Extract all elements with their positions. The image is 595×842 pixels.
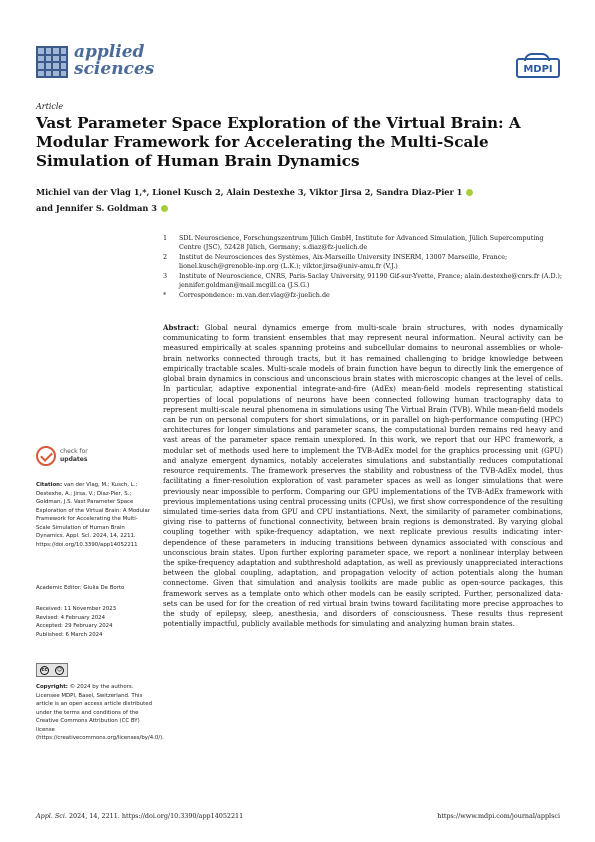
revised-date: Revised: 4 February 2024 xyxy=(36,614,106,621)
journal-name xyxy=(74,44,154,78)
by-icon: ☺ xyxy=(56,666,63,673)
authors-line-2 xyxy=(36,200,556,216)
affiliation-number: 2 xyxy=(163,253,168,261)
abstract xyxy=(163,323,563,630)
affiliation-item xyxy=(163,291,563,300)
check-line-2: updates xyxy=(60,456,88,463)
affiliation-number: * xyxy=(163,291,167,299)
affiliation-item xyxy=(163,253,563,271)
orcid-icon[interactable] xyxy=(161,205,168,212)
copyright-label: Copyright: xyxy=(36,684,68,690)
authors-text-2: and Jennifer S. Goldman 3 xyxy=(36,203,157,213)
accepted-date: Accepted: 29 February 2024 xyxy=(36,623,113,629)
journal-name-line2: sciences xyxy=(74,59,155,79)
published-date: Published: 6 March 2024 xyxy=(36,631,103,638)
mdpi-logo[interactable]: MDPI xyxy=(516,58,560,78)
journal-logo-icon xyxy=(36,46,68,78)
check-for-updates-label[interactable] xyxy=(60,448,110,464)
footer-journal-abbr: Appl. Sci. xyxy=(36,812,67,820)
author-list xyxy=(36,184,556,216)
cc-license-badge[interactable] xyxy=(36,663,68,677)
citation-block xyxy=(36,481,152,549)
citation-text: van der Vlag, M.; Kusch, L.; Destexhe, A.; Jirsa, V.; Diaz-Pier, S.; Goldman, J.S. Vast Parameter Space Exploration of the Virtual Brain: A Modular Framework for Accelerating the Multi-Scale Simulation of Human Brain Dynamics. Appl. Sci. 2024, 14, 2211. https://doi.org/10.3390/app14052211 xyxy=(36,482,151,548)
article-type-label: Article xyxy=(36,102,64,111)
authors-text-1: Michiel van der Vlag 1,*, Lionel Kusch 2, Alain Destexhe 3, Viktor Jirsa 2, Sandra Diaz-Pier 1 xyxy=(36,187,463,197)
cc-icon: cc xyxy=(41,666,48,673)
affiliation-text: Institute of Neuroscience, CNRS, Paris-Saclay University, 91190 Gif-sur-Yvette, France; alain.destexhe@cnrs.fr (A.D.); jennifer.goldman@mail.mcgill.ca (J.S.G.) xyxy=(179,272,563,289)
received-date: Received: 11 November 2023 xyxy=(36,606,117,612)
affiliation-item xyxy=(163,234,563,252)
affiliations xyxy=(163,234,563,301)
abstract-label: Abstract: xyxy=(163,323,200,332)
affiliation-text: SDL Neuroscience, Forschungszentrum Jülich GmbH, Institute for Advanced Simulation, Jülich Supercomputing Centre (JSC), 52428 Jülich, Germany; s.diaz@fz-juelich.de xyxy=(179,234,544,251)
footer-citation xyxy=(36,812,243,820)
affiliation-number: 1 xyxy=(163,234,168,242)
copyright-block xyxy=(36,683,164,743)
check-line-1: check for xyxy=(60,448,88,455)
journal-name-line1: applied xyxy=(74,42,145,62)
footer-journal-url[interactable]: https://www.mdpi.com/journal/applsci xyxy=(437,812,560,820)
affiliation-text: Institut de Neurosciences des Systèmes, Aix-Marseille University INSERM, 13007 Marseille, France; lionel.kusch@grenoble-inp.org (L.K.); viktor.jirsa@univ-amu.fr (V.J.) xyxy=(179,253,508,270)
article-title: Vast Parameter Space Exploration of the Virtual Brain: A Modular Framework for Accelerating the Multi-Scale Simulation of Human Brain Dynamics xyxy=(36,114,521,170)
citation-label: Citation: xyxy=(36,482,63,488)
correspondence-text: Correspondence: m.van.der.vlag@fz-juelich.de xyxy=(179,291,330,299)
affiliation-item xyxy=(163,272,563,290)
authors-line-1 xyxy=(36,184,556,200)
copyright-text: © 2024 by the authors. Licensee MDPI, Basel, Switzerland. This article is an open access article distributed under the terms and conditions of the Creative Commons Attribution (CC BY) license (https://creativecommons.org/licenses/by/4.0/). xyxy=(36,684,164,741)
publication-dates xyxy=(36,605,152,639)
footer-citation-text[interactable]: 2024, 14, 2211. https://doi.org/10.3390/app14052211 xyxy=(68,812,244,820)
check-for-updates-icon[interactable] xyxy=(36,446,56,466)
abstract-text: Global neural dynamics emerge from multi-scale brain structures, with nodes dynamically communicating to form transient ensembles that may represent neural information. Neural activity can be measured empirically at scales spanning proteins and subcellular domains to neuronal assemblies or whole-brain networks connected through tracts, but it has remained challenging to bridge knowledge between empirically tractable scales. Multi-scale models of brain function have begun to directly link the emergence of global brain dynamics in conscious and unconscious brain states with microscopic changes at the level of cells. In particular, adaptive exponential integrate-and-fire (AdEx) mean-field models representing statistical properties of local populations of neurons have been connected following human tractography data to represent multi-scale neural phenomena in simulations using The Virtual Brain (TVB). While mean-field models can be run on personal computers for short simulations, or in parallel on high-performance computing (HPC) architectures for longer simulations and parameter scans, the computational burden remains red heavy and vast areas of the parameter space remain unexplored. In this work, we report that our HPC framework, a modular set of methods used here to implement the TVB-AdEx model for the graphics processing unit (GPU) and analyze emergent dynamics, notably accelerates simulations and substantially reduces computational resource requirements. The framework preserves the stability and robustness of the TVB-AdEx model, thus facilitating a finer-resolution exploration of vast parameter spaces as well as longer simulations that were previously near impossible to perform. Comparing our GPU implementations of the TVB-AdEx framework with previous implementations using central processing units (CPUs), we first show correspondence of the resulting simulated time-series data from GPU and CPU instantiations. Next, the similarity of parameter combinations, giving rise to patterns of functional connectivity, between brain regions is demonstrated. By varying global coupling together with spike-frequency adaptation, we next replicate previous results indicating inter-dependence of these parameters in inducing transitions between dynamics associated with conscious and unconscious brain states. Upon further exploring parameter space, we report a nonlinear interplay between the spike-frequency adaptation and subthreshold adaptation, as well as previously unappreciated interactions between the global coupling, adaptation, and propagation velocity of action potentials along the human connectome. Given that simulation and analysis toolkits are made public as open-source packages, this framework serves as a template onto which other models can be easily scripted. Further, personalized data-sets can be used for for the creation of red virtual brain twins toward facilitating more precise approaches to the study of epilepsy, sleep, anesthesia, and disorders of consciousness. These results thus represent potentially impactful, publicly available methods for simulating and analyzing human brain states. xyxy=(163,323,563,629)
orcid-icon[interactable] xyxy=(466,189,473,196)
academic-editor: Academic Editor: Giulia De Borto xyxy=(36,585,125,591)
affiliation-number: 3 xyxy=(163,272,168,280)
